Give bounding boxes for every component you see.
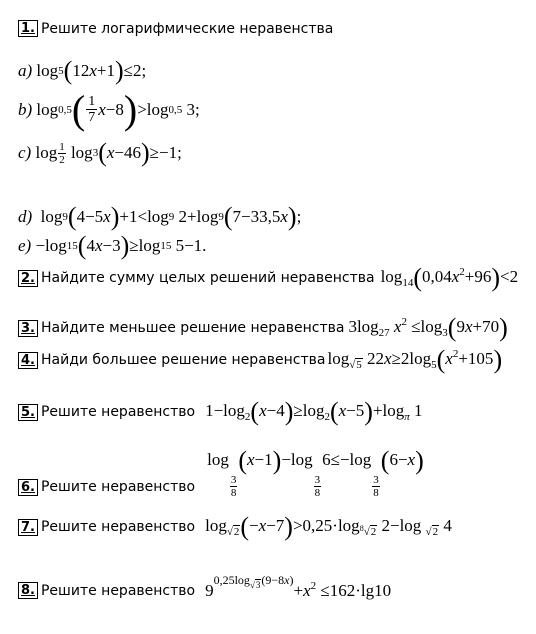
formula: $9^{0,25log_{√3}(9-8x)}+x^2 \le 162\cdot\lg 10$ xyxy=(205,573,392,600)
task-5 xyxy=(18,397,423,427)
formula: $3\log_{27}$ $x^2 \le\log_3(9x+70)$ xyxy=(348,313,508,342)
task-number: 8. xyxy=(18,582,38,599)
inequality-d: d) log 9 ( 4−5 x ) +1<log 9 2+log 9 ( 7−33,5 x ) ; xyxy=(18,202,302,231)
task-8 xyxy=(18,573,392,601)
item-label: b) xyxy=(18,99,33,119)
task-number: 5. xyxy=(18,404,38,421)
formula: $\log_{14}(0,04x^2+96)<2$ xyxy=(380,263,519,292)
item-label: a) xyxy=(18,61,33,80)
task-text: Найдите сумму целых решений неравенства xyxy=(40,270,375,286)
task-number: 4. xyxy=(18,352,38,369)
formula: log $\frac{3}{8}$ (x−1)−log $\frac{3}{8}$ 6≤−log $\frac{3}{8}$ (6−x) xyxy=(207,446,424,499)
inequality-c: c) log 1 2 log 3 ( x −46 ) ≥−1; xyxy=(18,138,182,167)
task-number: 6. xyxy=(18,479,38,496)
task-text: Решите неравенство xyxy=(40,479,196,496)
task-text: Найди большее решение неравенства xyxy=(40,352,326,368)
task-title: Решите логарифмические неравенства xyxy=(40,20,334,37)
inequality-a: a) log 5 ( 12 x +1 ) ≤2; xyxy=(18,56,147,85)
task-1-header xyxy=(18,20,333,37)
task-3 xyxy=(18,313,508,343)
task-6 xyxy=(18,446,424,499)
task-text: Решите неравенство xyxy=(40,519,196,535)
task-number: 7. xyxy=(18,519,38,536)
item-label: d) xyxy=(18,207,33,226)
task-text: Найдите меньшее решение неравенства xyxy=(40,320,345,336)
task-2 xyxy=(18,263,518,293)
task-7 xyxy=(18,512,452,542)
inequality-e: e) −log 15 ( 4 x −3 ) ≥log 15 5−1. xyxy=(18,231,207,260)
formula: $1-\log_2(x-4)\ge\log_2(x-5)+\log_\pi$ 1 xyxy=(205,397,423,426)
item-label: c) xyxy=(18,143,32,162)
task-number: 2. xyxy=(18,270,38,287)
formula: $\log_{√2}(-x-7)>0,25\cdot\log_{^8√2}$ 2−log $_{√2}$ 4 xyxy=(205,512,452,541)
task-text: Решите неравенство xyxy=(40,582,196,599)
inequality-b: b) log 0,5 ( $\frac{1}{7}$ x −8 ) >log 0,5 3; xyxy=(18,87,200,132)
task-number: 3. xyxy=(18,320,38,337)
task-number: 1. xyxy=(18,20,38,37)
formula: $\log_{√5} 22x\ge 2\log_5(x^2+105)$ xyxy=(327,345,503,374)
task-4 xyxy=(18,345,502,375)
item-label: e) xyxy=(18,236,32,255)
task-text: Решите неравенство xyxy=(40,404,196,420)
